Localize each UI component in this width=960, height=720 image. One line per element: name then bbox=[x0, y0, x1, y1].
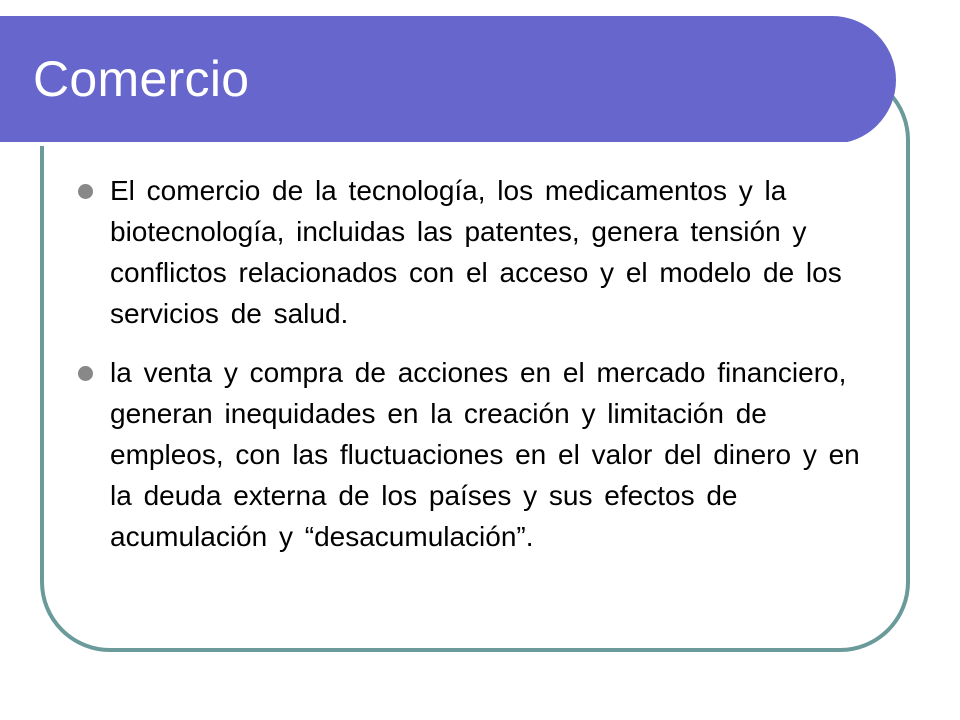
bullet-text: El comercio de la tecnología, los medicamentos y la biotecnología, incluidas las patentes, genera tensión y conflictos relacionados con el acceso y el modelo de los servicios de salud. bbox=[110, 175, 842, 329]
bullet-item bbox=[78, 170, 878, 334]
bullet-dot-icon bbox=[78, 366, 93, 381]
bullet-list bbox=[78, 170, 878, 575]
slide-title: Comercio bbox=[33, 51, 250, 107]
title-underline bbox=[0, 142, 848, 146]
bullet-item bbox=[78, 352, 878, 557]
bullet-text: la venta y compra de acciones en el mercado financiero, generan inequidades en la creación y limitación de empleos, con las fluctuaciones en el valor del dinero y en la deuda externa de los países y sus efectos de acumulación y “desacumulación”. bbox=[110, 357, 860, 552]
bullet-dot-icon bbox=[78, 184, 93, 199]
title-bar bbox=[0, 16, 896, 144]
